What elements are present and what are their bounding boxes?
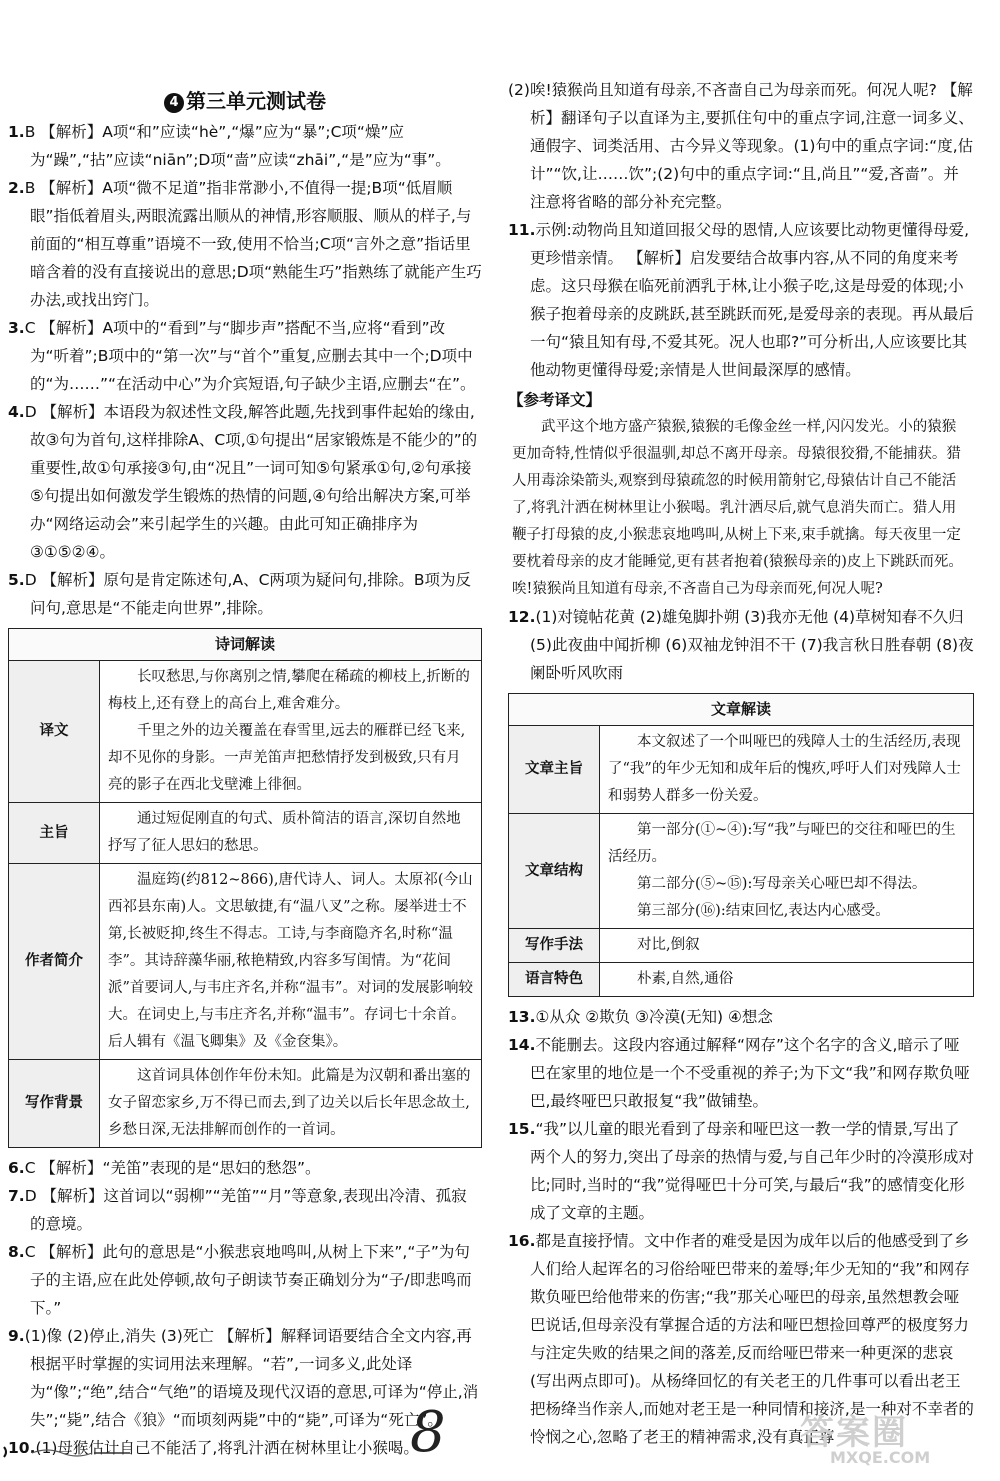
- watermark-logo: 答案圈: [800, 1413, 908, 1453]
- poem-table-header: 诗词解读: [9, 629, 482, 661]
- answer-text: (1)母猴估计自己不能活了,将乳汁洒在树林里让小猴喝。: [35, 1439, 419, 1457]
- answer-number: 10.: [8, 1439, 36, 1457]
- row-label: 作者简介: [9, 864, 100, 1060]
- row-paragraph: 第一部分(①~④):写“我”与哑巴的交往和哑巴的生活经历。: [608, 822, 956, 865]
- answer-text: (1)像 (2)停止,消失 (3)死亡 【解析】解释词语要结合全文内容,再根据平时掌握的实词用法来理解。“若”,一词多义,此处译为“像”;“绝”,结合“气绝”的语境及现代汉语的意思,可译为“停止,消失”;“毙”,结合《狼》“而顷刻两毙”中的“毙”,可译为“死亡”。: [24, 1327, 479, 1429]
- answer-item: [508, 76, 974, 216]
- row-content: [100, 864, 482, 1060]
- right-items-bottom: [508, 1003, 974, 1451]
- answer-number: 5.: [8, 571, 25, 589]
- answer-text: C 【解析】此句的意思是“小猴悲哀地鸣叫,从树上下来”,“子”为句子的主语,应在此处停顿,故句子朗读节奏正确划分为“子/即悲鸣而下。”: [24, 1243, 472, 1317]
- answer-number: 6.: [8, 1159, 25, 1177]
- answer-item: [8, 398, 482, 566]
- row-label: 语言特色: [509, 963, 600, 997]
- row-paragraph: 通过短促刚直的句式、质朴简洁的语言,深切自然地抒写了征人思妇的愁思。: [108, 811, 461, 854]
- answer-item: [508, 1115, 974, 1227]
- answer-number: 14.: [508, 1036, 536, 1054]
- table-row: [9, 864, 482, 1060]
- row-paragraph: 对比,倒叙: [637, 937, 700, 953]
- row-label: 写作手法: [509, 929, 600, 963]
- section-badge: 4: [164, 93, 184, 113]
- answer-text: (2)唉!猿猴尚且知道有母亲,不吝啬自己为母亲而死。何况人呢? 【解析】翻译句子以直译为主,要抓住句中的重点字词,注意一词多义、通假字、词类活用、古今异义等现象。(1)句中的重点字词:“度,估计”“饮,让……饮”;(2)句中的重点字词:“且,尚且”“爱,吝啬”。并注意将省略的部分补充完整。: [508, 81, 974, 211]
- answer-item: [8, 566, 482, 622]
- row-content: [100, 1060, 482, 1148]
- answer-text: 示例:动物尚且知道回报父母的恩情,人应该要比动物更懂得母爱,更珍惜亲情。 【解析】启发要结合故事内容,从不同的角度来考虑。这只母猴在临死前洒乳于林,让小猴子吃,这是母爱的体现;小猴子抱着母亲的皮跳跃,甚至跳跃而死,是爱母亲的表现。再从最后一句“猿且知有母,不爱其死。况人也耶?”可分析出,人应该要比其他动物更懂得母爱;亲情是人世间最深厚的感情。: [530, 221, 974, 379]
- answer-text: B 【解析】A项“微不足道”指非常渺小,不值得一提;B项“低眉顺眼”指低着眉头,两眼流露出顺从的神情,形容顺服、顺从的样子,与前面的“相互尊重”语境不一致,使用不恰当;C项“言外之意”指话里暗含着的没有直接说出的意思;D项“熟能生巧”指熟练了就能产生巧办法,或找出窍门。: [24, 179, 482, 309]
- translation-paragraph: 武平这个地方盛产猿猴,猿猴的毛像金丝一样,闪闪发光。小的猿猴更加奇特,性情似乎很温驯,却总不离开母亲。母猿很狡猾,不能捕获。猎人用毒涂染箭头,观察到母猿疏忽的时候用箭射它,母猿估计自己不能活了,将乳汁洒在树林里让小猴喝。乳汁洒尽后,就气息消失而亡。猎人用鞭子打母猿的皮,小猴悲哀地鸣叫,从树上下来,束手就擒。每天夜里一定要枕着母亲的皮才能睡觉,更有甚者抱着(猿猴母亲的)皮上下跳跃而死。唉!猿猴尚且知道有母亲,不吝啬自己为母亲而死,何况人呢?: [512, 419, 963, 597]
- row-content: [600, 726, 974, 814]
- answer-item: [508, 1031, 974, 1115]
- reference-heading: 【参考译文】: [508, 391, 602, 409]
- answer-item: [508, 216, 974, 384]
- answer-number: 15.: [508, 1120, 536, 1138]
- answer-item: [508, 1003, 974, 1031]
- right-items-mid: [508, 603, 974, 687]
- right-column: [508, 76, 974, 1451]
- row-paragraph: 朴素,自然,通俗: [637, 971, 734, 987]
- table-row: [509, 963, 974, 997]
- row-label: 文章结构: [509, 814, 600, 929]
- row-paragraph: 温庭筠(约812~866),唐代诗人、词人。太原祁(今山西祁县东南)人。文思敏捷,有“温八叉”之称。屡举进士不第,长被贬抑,终生不得志。工诗,与李商隐齐名,时称“温李”。其诗辞藻华丽,秾艳精致,内容多写闺情。为“花间派”首要词人,与韦庄齐名,并称“温韦”。对词的发展影响较大。在词史上,与韦庄齐名,并称“温韦”。存词七十余首。后人辑有《温飞卿集》及《金奁集》。: [108, 872, 473, 1050]
- poem-table: [8, 628, 482, 1148]
- table-row: [9, 803, 482, 864]
- answer-text: 不能删去。这段内容通过解释“网存”这个名字的含义,暗示了哑巴在家里的地位是一个不受重视的养子;为下文“我”和网存欺负哑巴,最终哑巴只敢报复“我”做铺垫。: [530, 1036, 970, 1110]
- row-paragraph: 第三部分(⑯):结束回忆,表达内心感受。: [637, 903, 890, 919]
- answer-number: 4.: [8, 403, 25, 421]
- row-paragraph: 这首词具体创作年份未知。此篇是为汉朝和番出塞的女子留恋家乡,万不得已而去,到了边关以后长年思念故土,乡愁日深,无法排解而创作的一首词。: [108, 1068, 471, 1138]
- table-row: [509, 814, 974, 929]
- answer-text: C 【解析】“羌笛”表现的是“思妇的愁怨”。: [24, 1159, 321, 1177]
- answer-number: 16.: [508, 1232, 536, 1250]
- row-label: 写作背景: [9, 1060, 100, 1148]
- row-label: 文章主旨: [509, 726, 600, 814]
- title-text: 第三单元测试卷: [186, 89, 326, 113]
- answer-text: 都是直接抒情。文中作者的难受是因为成年以后的他感受到了乡人们给人起诨名的习俗给哑巴带来的羞辱;年少无知的“我”和网存欺负哑巴给他带来的伤害;“我”那关心哑巴的母亲,虽然想教会哑巴说话,但母亲没有掌握合适的方法和哑巴想捡回尊严的极度努力与注定失败的结果之间的落差,反而给哑巴带来一种更深的悲哀(写出两点即可)。从杨绛回忆的有关老王的几件事可以看出老王把杨绛当作亲人,而她对老王是一种同情和接济,是一种对不幸者的怜悯之心,忽略了老王的精神需求,没有真正尊: [530, 1232, 974, 1446]
- answer-item: [8, 314, 482, 398]
- reference-translation: [508, 414, 974, 603]
- answer-number: 8.: [8, 1243, 25, 1261]
- answer-item: [8, 1154, 482, 1182]
- watermark-url: MXQE.COM: [830, 1448, 931, 1467]
- row-content: [600, 963, 974, 997]
- answer-item: [508, 603, 974, 687]
- row-content: [100, 803, 482, 864]
- row-paragraph: 长叹愁思,与你离别之情,攀爬在稀疏的柳枝上,折断的梅枝上,还有登上的高台上,难舍难分。: [108, 669, 470, 712]
- footer-decoration: [2, 1445, 132, 1459]
- answer-text: D 【解析】本语段为叙述性文段,解答此题,先找到事件起始的缘由,故③句为首句,这样排除A、C项,①句提出“居家锻炼是不能少的”的重要性,故①句承接③句,由“况且”一词可知⑤句紧承①句,②句承接⑤句提出如何激发学生锻炼的热情的问题,④句给出解决方案,可举办“网络运动会”来引起学生的兴趣。由此可知正确排序为③①⑤②④。: [24, 403, 478, 561]
- left-items-top: [8, 118, 482, 622]
- answer-text: B 【解析】A项“和”应读“hè”,“爆”应为“暴”;C项“燥”应为“躁”,“拈”应读“niān”;D项“啬”应读“zhāi”,“是”应为“事”。: [24, 123, 451, 169]
- table-row: [509, 929, 974, 963]
- answer-number: 11.: [508, 221, 536, 239]
- answer-item: [8, 1238, 482, 1322]
- answer-number: 9.: [8, 1327, 25, 1345]
- answer-number: 13.: [508, 1008, 536, 1026]
- answer-text: D 【解析】这首词以“弱柳”“羌笛”“月”等意象,表现出冷清、孤寂的意境。: [24, 1187, 467, 1233]
- row-label: 译文: [9, 661, 100, 803]
- right-items-top: [508, 76, 974, 384]
- answer-number: 7.: [8, 1187, 25, 1205]
- answer-text: “我”以儿童的眼光看到了母亲和哑巴这一教一学的情景,写出了两个人的努力,突出了母亲的热情与爱,与自己年少时的冷漠形成对比;同时,当时的“我”觉得哑巴十分可笑,与最后“我”的感情变化形成了文章的主题。: [530, 1120, 974, 1222]
- answer-item: [8, 1182, 482, 1238]
- answer-item: [8, 174, 482, 314]
- answer-text: ①从众 ②欺负 ③冷漠(无知) ④想念: [535, 1008, 773, 1026]
- article-table: [508, 693, 974, 997]
- row-paragraph: 本文叙述了一个叫哑巴的残障人士的生活经历,表现了“我”的年少无知和成年后的愧疚,呼吁人们对残障人士和弱势人群多一份关爱。: [608, 734, 961, 804]
- page-title: [0, 86, 490, 116]
- table-row: [9, 1060, 482, 1148]
- answer-number: 3.: [8, 319, 25, 337]
- row-paragraph: 第二部分(⑤~⑮):写母亲关心哑巴却不得法。: [637, 876, 927, 892]
- page-number: 8: [410, 1400, 446, 1465]
- row-label: 主旨: [9, 803, 100, 864]
- row-content: [600, 814, 974, 929]
- answer-item: [8, 118, 482, 174]
- answer-number: 12.: [508, 608, 536, 626]
- row-content: [600, 929, 974, 963]
- article-table-header: 文章解读: [509, 694, 974, 726]
- table-row: [9, 661, 482, 803]
- answer-text: (1)对镜帖花黄 (2)雄兔脚扑朔 (3)我亦无他 (4)草树知春不久归 (5)此夜曲中闻折柳 (6)双袖龙钟泪不干 (7)我言秋日胜春朝 (8)夜阑卧听风吹雨: [530, 608, 974, 682]
- table-row: [509, 726, 974, 814]
- answer-text: D 【解析】原句是肯定陈述句,A、C两项为疑问句,排除。B项为反问句,意思是“不能走向世界”,排除。: [24, 571, 471, 617]
- left-column: [8, 118, 482, 1462]
- answer-number: 2.: [8, 179, 25, 197]
- answer-number: 1.: [8, 123, 25, 141]
- row-content: [100, 661, 482, 803]
- row-paragraph: 千里之外的边关覆盖在春雪里,远去的雁群已经飞来,却不见你的身影。一声羌笛声把愁情抒发到极致,只有月亮的影子在西北戈壁滩上徘徊。: [108, 723, 466, 793]
- answer-text: C 【解析】A项中的“看到”与“脚步声”搭配不当,应将“看到”改为“听着”;B项中的“第一次”与“首个”重复,应删去其中一个;D项中的“为……”“在活动中心”为介宾短语,句子缺少主语,应删去“在”。: [24, 319, 476, 393]
